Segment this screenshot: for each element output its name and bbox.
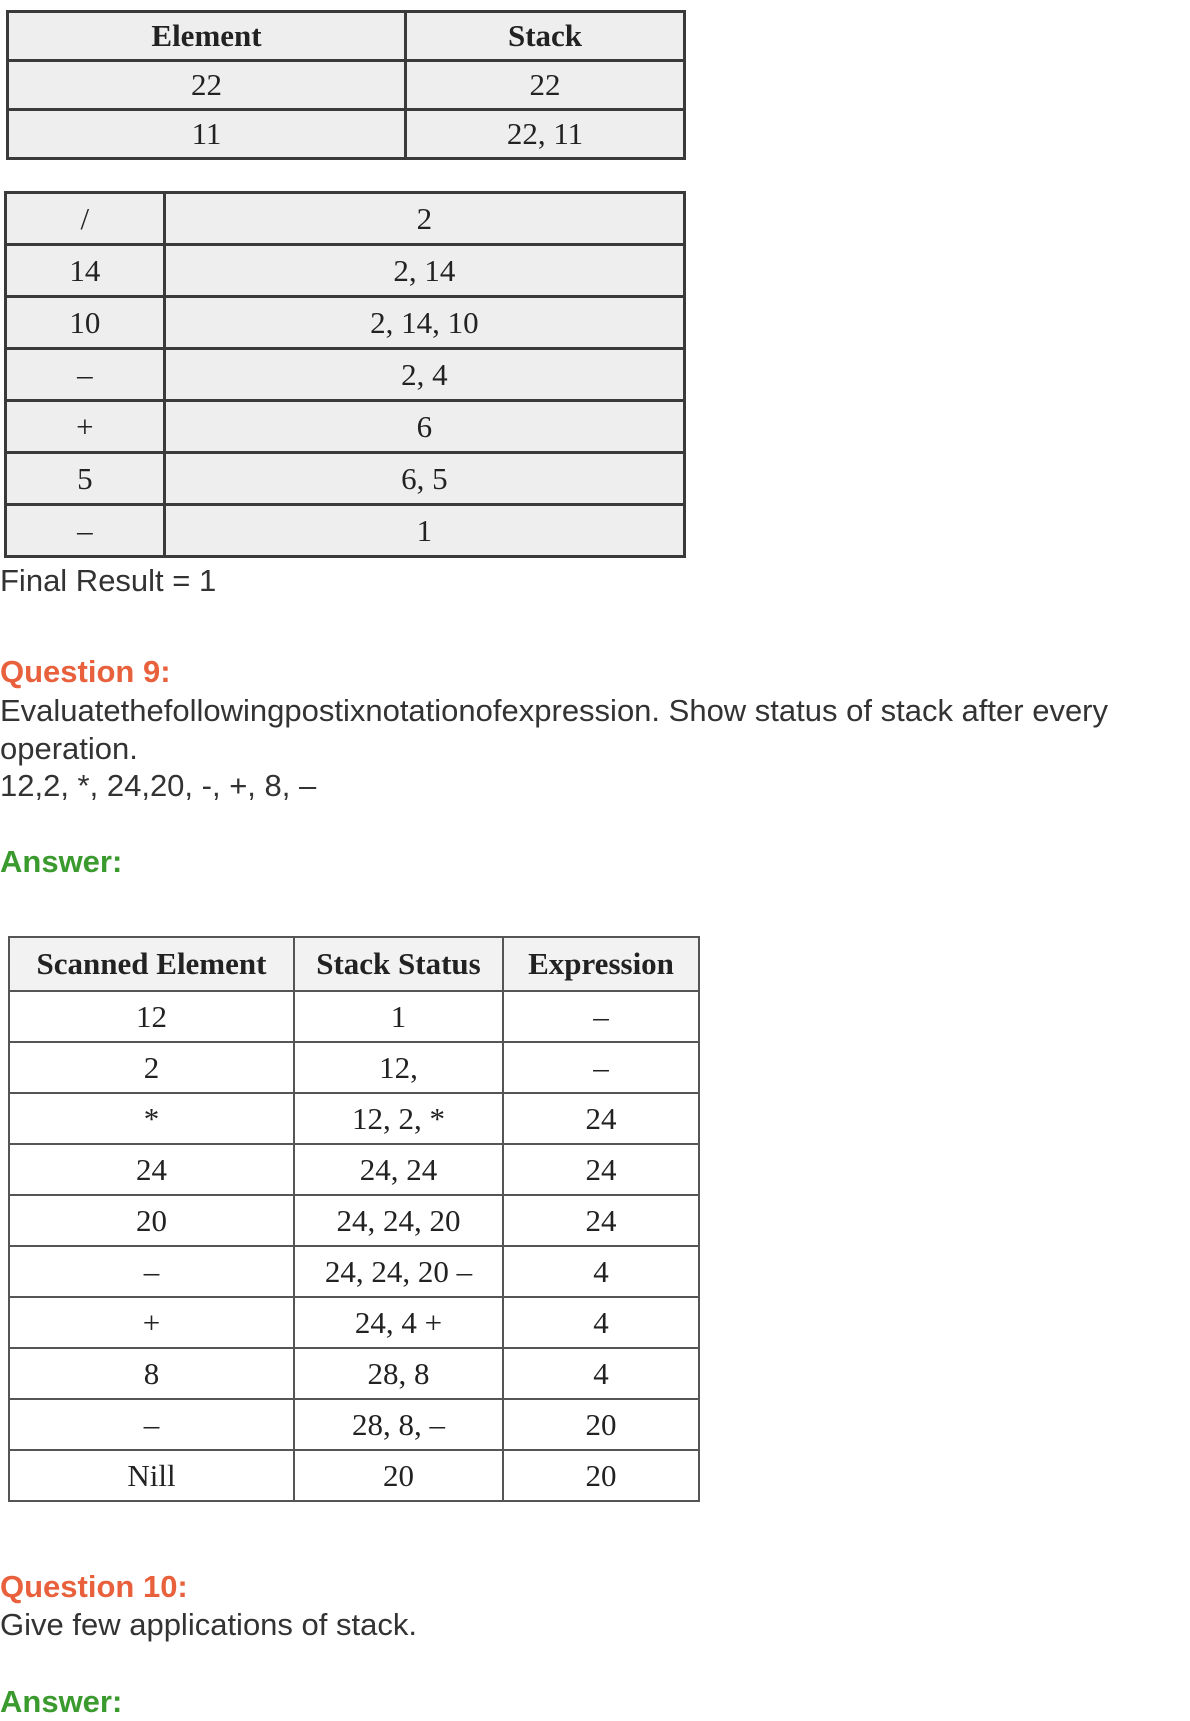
- table-cell: 12, 2, *: [294, 1093, 503, 1144]
- table-cell: 28, 8: [294, 1348, 503, 1399]
- table-cell: 2, 4: [164, 349, 684, 401]
- table-row: [6, 453, 685, 505]
- table-cell: 24: [503, 1195, 699, 1246]
- table-cell: 24: [503, 1144, 699, 1195]
- table-row: [6, 401, 685, 453]
- question-10-answer-heading: Answer:: [0, 1684, 123, 1719]
- table-cell: +: [6, 401, 165, 453]
- table-cell: –: [6, 505, 165, 557]
- table-cell: 24: [503, 1093, 699, 1144]
- column-header: Stack: [405, 12, 684, 61]
- table-cell: 2: [164, 193, 684, 245]
- table-cell: 20: [9, 1195, 294, 1246]
- table-cell: 24, 4 +: [294, 1297, 503, 1348]
- table-cell: *: [9, 1093, 294, 1144]
- table-cell: 24, 24, 20: [294, 1195, 503, 1246]
- table-cell: /: [6, 193, 165, 245]
- table-row: [9, 1450, 699, 1501]
- table-cell: 24, 24: [294, 1144, 503, 1195]
- table-cell: –: [6, 349, 165, 401]
- table-cell: 22: [405, 61, 684, 110]
- table-cell: 20: [503, 1450, 699, 1501]
- table-cell: 4: [503, 1348, 699, 1399]
- table-cell: 2, 14, 10: [164, 297, 684, 349]
- column-header: Expression: [503, 937, 699, 991]
- question-9-text-line-2: operation.: [0, 731, 138, 766]
- stack-continuation-table: [4, 191, 686, 558]
- table-cell: 2, 14: [164, 245, 684, 297]
- table-row: [6, 193, 685, 245]
- table-cell: –: [9, 1246, 294, 1297]
- table-row: [9, 1348, 699, 1399]
- table-cell: 12: [9, 991, 294, 1042]
- table-row: [6, 297, 685, 349]
- table-cell: 20: [503, 1399, 699, 1450]
- table-cell: 24, 24, 20 –: [294, 1246, 503, 1297]
- table-row: [6, 349, 685, 401]
- table-row: [9, 1297, 699, 1348]
- question-9-expression: 12,2, *, 24,20, -, +, 8, –: [0, 768, 317, 803]
- table-cell: 5: [6, 453, 165, 505]
- table-cell: 12,: [294, 1042, 503, 1093]
- table-row: [9, 991, 699, 1042]
- element-stack-table: [6, 10, 686, 160]
- table-cell: 22, 11: [405, 110, 684, 159]
- table-cell: 4: [503, 1297, 699, 1348]
- table-cell: 24: [9, 1144, 294, 1195]
- table-row: [9, 1399, 699, 1450]
- question-9-answer-heading: Answer:: [0, 844, 123, 879]
- table-cell: 1: [294, 991, 503, 1042]
- table-cell: 8: [9, 1348, 294, 1399]
- question-9-text-line-1: Evaluatethefollowingpostixnotationofexpression. Show status of stack after every: [0, 693, 1109, 728]
- table-cell: –: [503, 1042, 699, 1093]
- table-row: [9, 1093, 699, 1144]
- table-cell: 28, 8, –: [294, 1399, 503, 1450]
- table-cell: 10: [6, 297, 165, 349]
- question-9-heading: Question 9:: [0, 654, 171, 689]
- table-row: [9, 1246, 699, 1297]
- table-row: [6, 245, 685, 297]
- column-header: Scanned Element: [9, 937, 294, 991]
- column-header: Element: [8, 12, 406, 61]
- table-header-row: [8, 12, 685, 61]
- table-cell: 11: [8, 110, 406, 159]
- postfix-evaluation-table: [8, 936, 700, 1502]
- table-cell: 22: [8, 61, 406, 110]
- column-header: Stack Status: [294, 937, 503, 991]
- table-cell: 14: [6, 245, 165, 297]
- table-row: [8, 61, 685, 110]
- table-cell: 6: [164, 401, 684, 453]
- table-row: [8, 110, 685, 159]
- question-10-text: Give few applications of stack.: [0, 1607, 417, 1642]
- table-cell: 6, 5: [164, 453, 684, 505]
- table-cell: 4: [503, 1246, 699, 1297]
- final-result-text: Final Result = 1: [0, 563, 217, 598]
- table-row: [9, 1144, 699, 1195]
- table-header-row: [9, 937, 699, 991]
- table-cell: –: [503, 991, 699, 1042]
- table-cell: 20: [294, 1450, 503, 1501]
- table-row: [6, 505, 685, 557]
- table-row: [9, 1195, 699, 1246]
- table-cell: –: [9, 1399, 294, 1450]
- table-cell: 2: [9, 1042, 294, 1093]
- question-10-heading: Question 10:: [0, 1569, 188, 1604]
- table-row: [9, 1042, 699, 1093]
- table-cell: +: [9, 1297, 294, 1348]
- table-cell: 1: [164, 505, 684, 557]
- table-cell: Nill: [9, 1450, 294, 1501]
